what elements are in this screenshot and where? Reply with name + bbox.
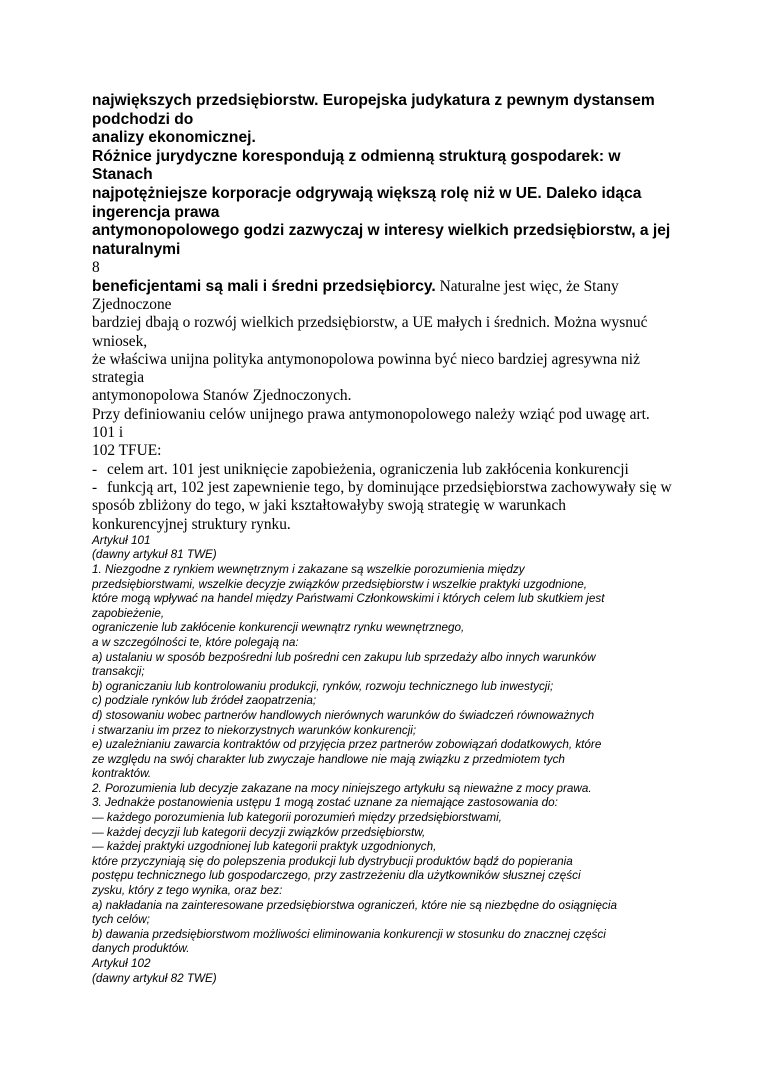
page-number: 8 — [92, 259, 100, 277]
text-line: konkurencyjnej struktury rynku. — [92, 515, 291, 533]
text-line: największych przedsiębiorstw. Europejska judykatura z pewnym dystansem — [92, 92, 655, 109]
text-line: które przyczyniają się do polepszenia produkcji lub dystrybucji produktów bądź do popierania — [92, 854, 573, 868]
text-line: Stanach — [92, 166, 153, 184]
article-heading: Artykuł 101 — [92, 533, 151, 547]
text-line: 1. Niezgodne z rynkiem wewnętrznym i zakazane są wszelkie porozumienia między — [92, 562, 525, 576]
article-heading: Artykuł 102 — [92, 957, 151, 971]
text-line: c) podziale rynków lub źródeł zaopatrzenia; — [92, 694, 317, 708]
article-text — [92, 534, 682, 986]
text-line: ingerencja prawa — [92, 203, 220, 221]
bullet-text: celem art. 101 jest uniknięcie zapobieżenia, ograniczenia lub zakłócenia konkurencji — [107, 460, 629, 478]
mixed-line-normal: Naturalne jest więc, że Stany — [435, 277, 619, 295]
text-line: — każdej praktyki uzgodnionej lub kategorii praktyk uzgodnionych, — [92, 840, 437, 854]
text-line: a) ustalaniu w sposób bezpośredni lub pośredni cen zakupu lub sprzedaży albo innych warunków — [92, 650, 596, 664]
text-line: bardziej dbają o rozwój wielkich przedsiębiorstw, a UE małych i średnich. Można wysnuć — [92, 314, 648, 332]
text-line: podchodzi do — [92, 110, 194, 128]
mixed-line — [92, 278, 682, 296]
bullet-item — [92, 479, 682, 497]
bullet-list — [92, 461, 682, 534]
text-line: Przy definiowaniu celów unijnego prawa antymonopolowego należy wziąć pod uwagę art. — [92, 405, 650, 423]
text-line: d) stosowaniu wobec partnerów handlowych nierównych warunków do świadczeń równoważnych — [92, 708, 595, 722]
text-line: że właściwa unijna polityka antymonopolowa powinna być nieco bardziej agresywna niż — [92, 350, 640, 368]
bullet-text: funkcją art, 102 jest zapewnienie tego, by dominujące przedsiębiorstwa zachowywały się w — [107, 478, 672, 496]
text-line: postępu technicznego lub gospodarczego, przy zastrzeżeniu dla użytkowników słusznej części — [92, 869, 581, 883]
text-line: 3. Jednakże postanowienia ustępu 1 mogą zostać uznane za niemające zastosowania do: — [92, 796, 558, 810]
text-line: — każdego porozumienia lub kategorii porozumień między przedsiębiorstwami, — [92, 811, 502, 825]
text-line: ze względu na swój charakter lub zwyczaje handlowe nie mają związku z przedmiotem tych — [92, 752, 565, 766]
text-line: e) uzależnianiu zawarcia kontraktów od przyjęcia przez partnerów zobowiązań dodatkowych, które — [92, 738, 602, 752]
text-line: przedsiębiorstwami, wszelkie decyzje związków przedsiębiorstw i wszelkie praktyki uzgodnione, — [92, 577, 587, 591]
text-line: 2. Porozumienia lub decyzje zakazane na mocy niniejszego artykułu są nieważne z mocy prawa. — [92, 781, 592, 795]
text-line: b) dawania przedsiębiorstwom możliwości eliminowania konkurencji w stosunku do znacznej części — [92, 927, 606, 941]
text-line: Różnice jurydyczne korespondują z odmienną strukturą gospodarek: w — [92, 147, 621, 165]
text-line: strategia — [92, 369, 145, 387]
text-line: antymonopolowego godzi zazwyczaj w interesy wielkich przedsiębiorstw, a jej — [92, 222, 671, 240]
document-page — [92, 92, 682, 986]
dash-bullet-icon: - — [92, 460, 98, 478]
text-line: ograniczenie lub zakłócenie konkurencji wewnątrz rynku wewnętrznego, — [92, 621, 465, 635]
text-line: (dawny artykuł 82 TWE) — [92, 971, 217, 985]
text-line: zapobieżenie, — [92, 606, 165, 620]
text-line: 102 TFUE: — [92, 442, 162, 460]
text-line: — każdej decyzji lub kategorii decyzji związków przedsiębiorstw, — [92, 825, 426, 839]
bold-paragraph — [92, 92, 682, 259]
text-line: i stwarzaniu im przez to niekorzystnych warunków konkurencji; — [92, 723, 417, 737]
text-line: a w szczególności te, które polegają na: — [92, 635, 299, 649]
text-line: a) nakładania na zainteresowane przedsiębiorstwa ograniczeń, które nie są niezbędne do osiągnięcia — [92, 898, 617, 912]
text-line: kontraktów. — [92, 767, 152, 781]
text-line: naturalnymi — [92, 240, 181, 258]
serif-paragraph — [92, 296, 682, 461]
text-line: zysku, który z tego wynika, oraz bez: — [92, 884, 283, 898]
text-line: sposób zbliżony do tego, w jaki kształtowałyby swoją strategię w warunkach — [92, 497, 567, 515]
bullet-item — [92, 461, 682, 479]
text-line: które mogą wpływać na handel między Państwami Członkowskimi i których celem lub skutkiem jest — [92, 592, 605, 606]
text-line: najpotężniejsze korporacje odgrywają większą rolę niż w UE. Daleko idąca — [92, 184, 642, 202]
text-line: tych celów; — [92, 913, 150, 927]
text-line: 101 i — [92, 424, 124, 442]
text-line: transakcji; — [92, 665, 145, 679]
text-line: wniosek, — [92, 332, 148, 350]
text-line: analizy ekonomicznej. — [92, 129, 256, 147]
text-line: (dawny artykuł 81 TWE) — [92, 548, 217, 562]
text-line: antymonopolowa Stanów Zjednoczonych. — [92, 387, 352, 405]
text-line: Zjednoczone — [92, 295, 172, 313]
dash-bullet-icon: - — [92, 478, 98, 496]
text-line: b) ograniczaniu lub kontrolowaniu produkcji, rynków, rozwoju technicznego lub inwestycji; — [92, 679, 554, 693]
mixed-line-bold: beneficjentami są mali i średni przedsiębiorcy. — [92, 277, 436, 295]
text-line: danych produktów. — [92, 942, 190, 956]
